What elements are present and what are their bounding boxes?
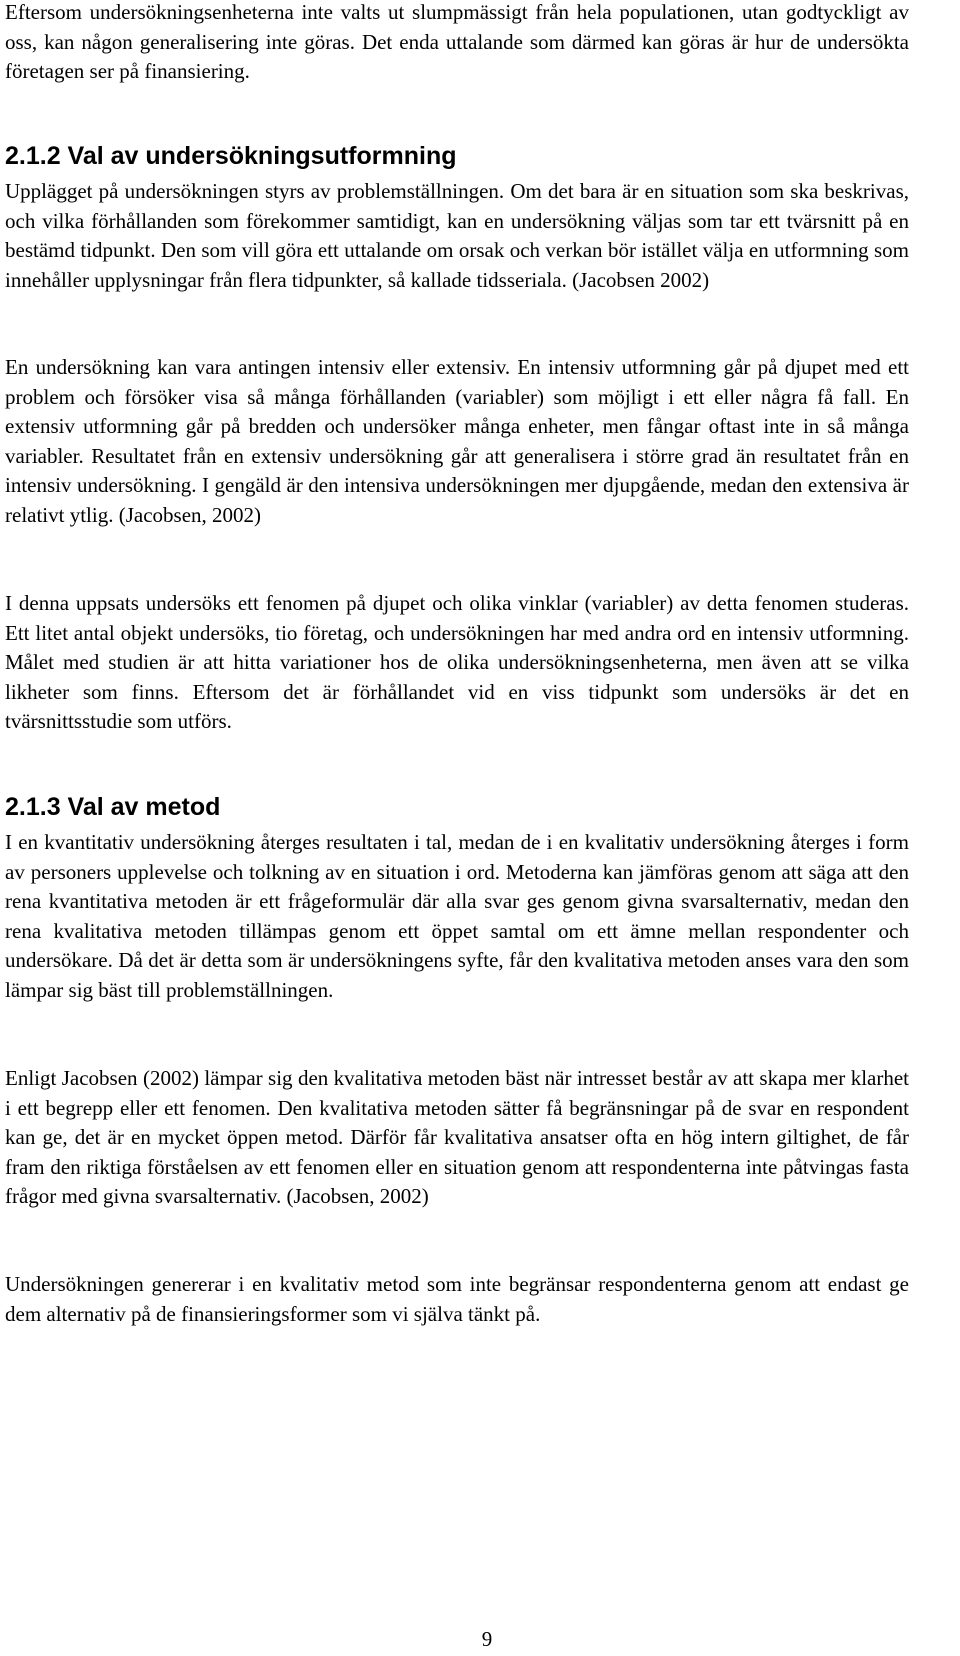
- design-paragraph-3: I denna uppsats undersöks ett fenomen på djupet och olika vinklar (variabler) av detta fenomen studeras. Ett litet antal objekt undersöks, tio företag, och undersökningen har med andra ord en intensiv utformning. Målet med studien är att hitta variationer hos de olika undersökningsenheterna, men även att se vilka likheter som finns. Eftersom det är förhållandet vid en viss tidpunkt som undersöks är det en tvärsnittsstudie som utförs.: [5, 591, 909, 734]
- section-heading-metod: 2.1.3 Val av metod: [5, 793, 221, 821]
- design-paragraph-1: Upplägget på undersökningen styrs av problemställningen. Om det bara är en situation som ska beskrivas, och vilka förhållanden som förekommer samtidigt, kan en undersökning väljas som tar ett tvärsnitt på en bestämd tidpunkt. Den som vill göra ett uttalande om orsak och verkan bör istället välja en utformning som innehåller upplysningar från flera tidpunkter, så kallade tidsseriala. (Jacobsen 2002): [5, 179, 909, 292]
- method-paragraph-2: Enligt Jacobsen (2002) lämpar sig den kvalitativa metoden bäst när intresset består av att skapa mer klarhet i ett begrepp eller ett fenomen. Den kvalitativa metoden sätter få begränsningar på de svar en respondent kan ge, det är en mycket öppen metod. Därför får kvalitativa ansatser ofta en hög intern giltighet, de får fram den riktiga förståelsen av ett fenomen eller en situation genom att respondenterna inte påtvingas fasta frågor med givna svarsalternativ. (Jacobsen, 2002): [5, 1066, 909, 1209]
- page-number: 9: [481, 1627, 493, 1651]
- section-heading-undersokningsutformning: 2.1.2 Val av undersökningsutformning: [5, 142, 457, 170]
- intro-paragraph: Eftersom undersökningsenheterna inte valts ut slumpmässigt från hela populationen, utan godtyckligt av oss, kan någon generalisering inte göras. Det enda uttalande som därmed kan göras är hur de undersökta företagen ser på finansiering.: [5, 0, 909, 84]
- method-paragraph-3: Undersökningen genererar i en kvalitativ metod som inte begränsar respondenterna genom att endast ge dem alternativ på de finansieringsformer som vi själva tänkt på.: [5, 1272, 909, 1326]
- design-paragraph-2: En undersökning kan vara antingen intensiv eller extensiv. En intensiv utformning går på djupet med ett problem och försöker visa så många förhållanden (variabler) som möjligt i ett eller några få fall. En extensiv utformning går på bredden och undersöker många enheter, men fångar oftast inte in så många variabler. Resultatet från en extensiv undersökning går att generalisera i större grad än resultatet från en intensiv undersökning. I gengäld är den intensiva undersökningen mer djupgående, medan den extensiva är relativt ytlig. (Jacobsen, 2002): [5, 355, 909, 527]
- method-paragraph-1: I en kvantitativ undersökning återges resultaten i tal, medan de i en kvalitativ undersökning återges i form av personers upplevelse och tolkning av en situation i ord. Metoderna kan jämföras genom att säga att den rena kvantitativa metoden är ett frågeformulär där alla svar ges genom givna svarsalternativ, medan den rena kvalitativa metoden tillämpas genom ett öppet samtal om ett ämne mellan respondenter och undersökare. Då det är detta som är undersökningens syfte, får den kvalitativa metoden anses vara den som lämpar sig bäst till problemställningen.: [5, 830, 909, 1002]
